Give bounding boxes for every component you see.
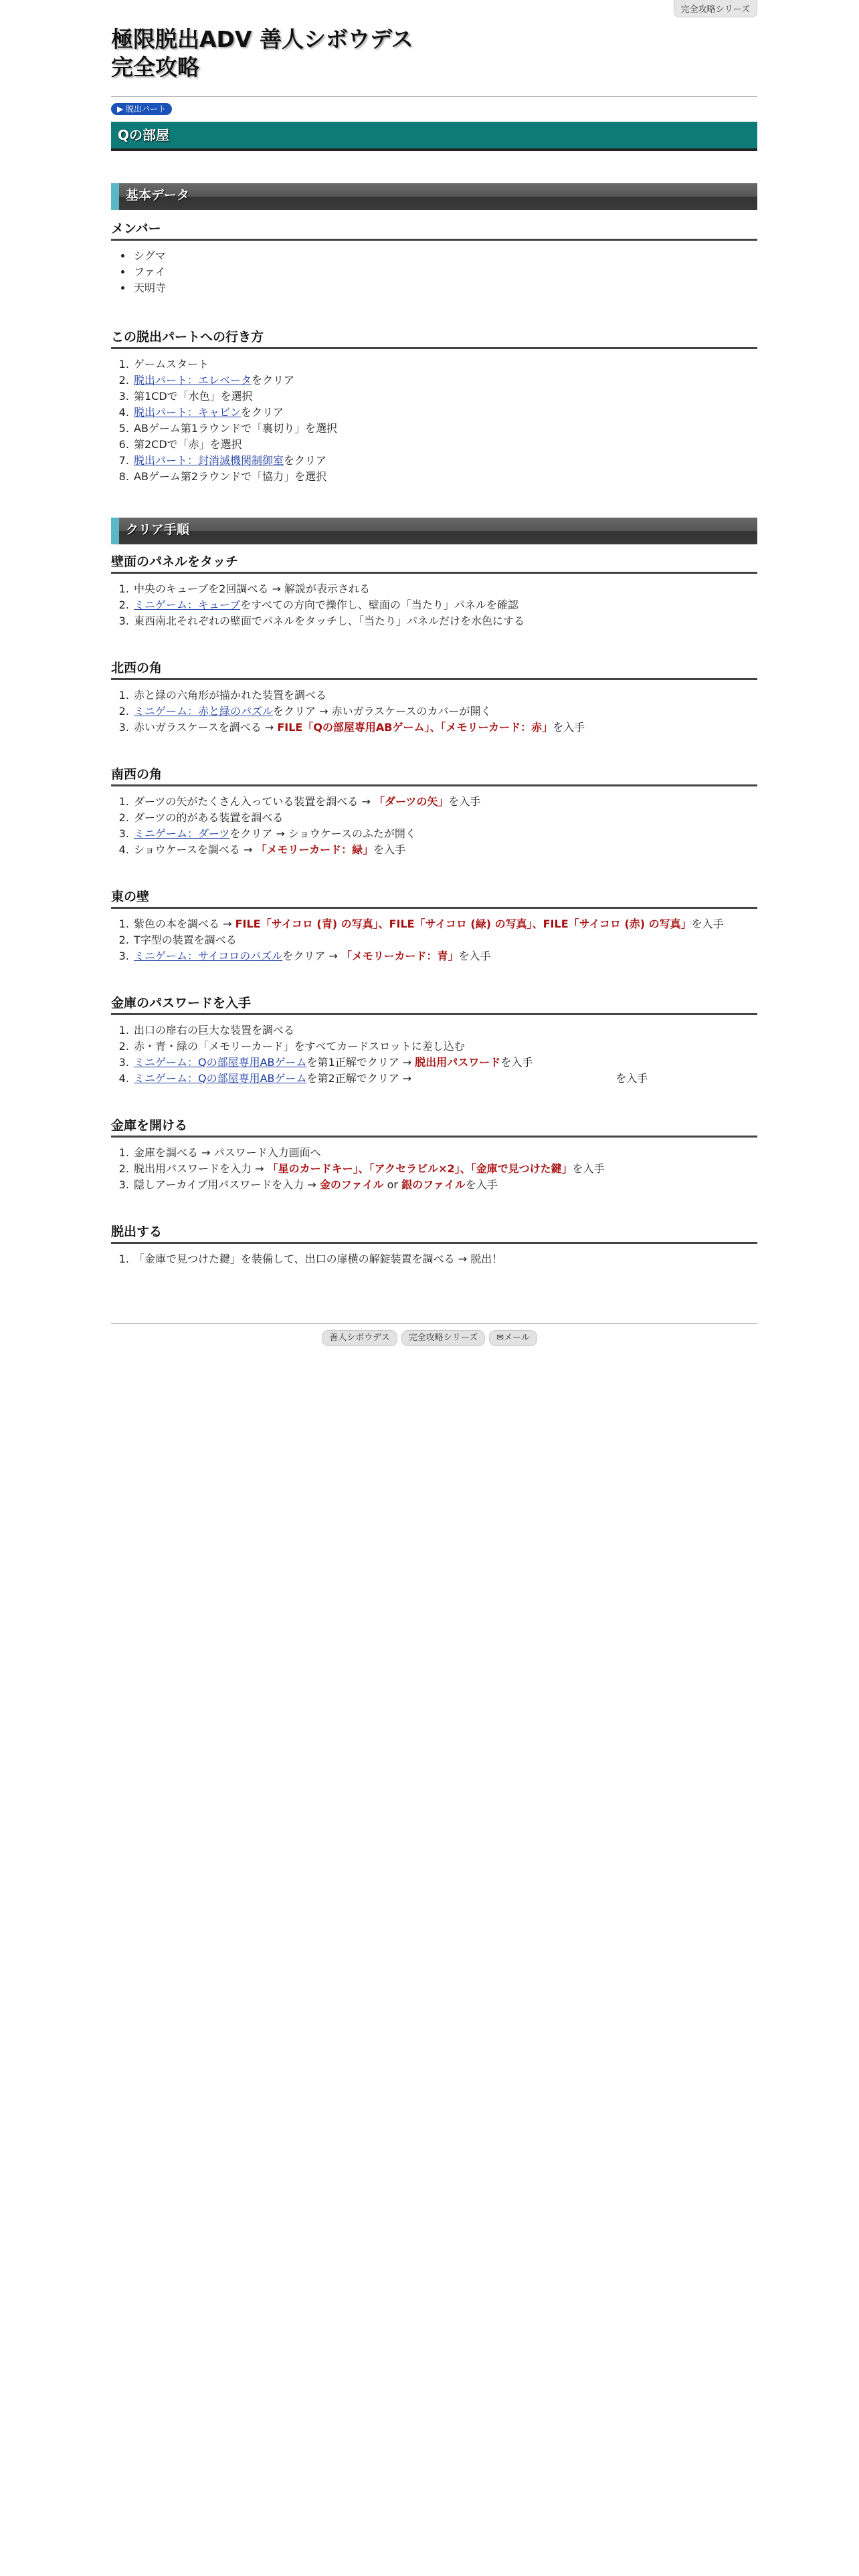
step-list-open-safe	[111, 1145, 779, 1193]
footer-divider	[111, 1323, 757, 1324]
step-heading-east: 東の壁	[111, 889, 757, 909]
member-item: • 天明寺	[132, 280, 779, 296]
step-heading-safe-password: 金庫のパスワードを入手	[111, 995, 757, 1015]
step-item: 1. 赤と緑の六角形が描かれた装置を調べる	[132, 687, 779, 704]
step-item: 1. 出口の扉右の巨大な装置を調べる	[132, 1023, 779, 1039]
step-item: 4. ショウケースを調べる → 「メモリーカード：緑」を入手	[132, 842, 779, 858]
step-heading-southwest: 南西の角	[111, 766, 757, 786]
route-item: 6. 第2CDで「赤」を選択	[132, 437, 779, 453]
members-list	[111, 248, 779, 296]
step-item: 2. ミニゲーム：赤と緑のパズルをクリア → 赤いガラスケースのカバーが開く	[132, 704, 779, 720]
step-heading-open-safe: 金庫を開ける	[111, 1117, 757, 1138]
route-heading: この脱出パートへの行き方	[111, 329, 757, 349]
series-link-top[interactable]: 完全攻略シリーズ	[674, 0, 757, 17]
link-elevator[interactable]: 脱出パート：エレベータ	[134, 374, 252, 387]
step-item: 1. 金庫を調べる → パスワード入力画面へ	[132, 1145, 779, 1161]
footer-link-game[interactable]: 善人シボウデス	[322, 1330, 397, 1346]
step-item: 3. 隠しアーカイブ用パスワードを入力 → 金のファイル or 銀のファイルを入手	[132, 1177, 779, 1193]
step-list-southwest	[111, 794, 779, 858]
site-title-line2: 完全攻略	[111, 54, 199, 80]
route-item: 1. ゲームスタート	[132, 356, 779, 372]
step-item: 2. ダーツの的がある装置を調べる	[132, 810, 779, 826]
link-minigame-darts[interactable]: ミニゲーム：ダーツ	[134, 827, 230, 840]
route-item: 7. 脱出パート：封消滅機関制御室をクリア	[132, 453, 779, 469]
step-item: 3. 東西南北それぞれの壁面でパネルをタッチし、「当たり」パネルだけを水色にする	[132, 613, 779, 629]
step-item: 3. ミニゲーム：ダーツをクリア → ショウケースのふたが開く	[132, 826, 779, 842]
step-item: 2. 赤・青・緑の「メモリーカード」をすべてカードスロットに差し込む	[132, 1039, 779, 1055]
route-item: 3. 第1CDで「水色」を選択	[132, 389, 779, 405]
route-item: 5. ABゲーム第1ラウンドで「裏切り」を選択	[132, 421, 779, 437]
step-list-east	[111, 916, 779, 964]
footer-link-mail[interactable]: ✉メール	[489, 1330, 537, 1346]
step-list-panel	[111, 581, 779, 629]
site-title-line1: 極限脱出ADV 善人シボウデス	[111, 26, 413, 52]
breadcrumb-escape-part[interactable]: ▶ 脱出パート	[111, 103, 172, 115]
step-heading-northwest: 北西の角	[111, 660, 757, 680]
step-list-escape	[111, 1251, 779, 1267]
step-heading-escape: 脱出する	[111, 1224, 757, 1244]
section-bar-clear: クリア手順	[111, 518, 757, 544]
step-item: 1. 紫色の本を調べる → FILE「サイコロ (青) の写真」、FILE「サイコロ (緑) の写真」、FILE「サイコロ (赤) の写真」を入手	[132, 916, 779, 932]
footer-link-series[interactable]: 完全攻略シリーズ	[401, 1330, 485, 1346]
link-minigame-dice[interactable]: ミニゲーム：サイコロのパズル	[134, 950, 283, 962]
step-item: 3. ミニゲーム：サイコロのパズルをクリア → 「メモリーカード：青」を入手	[132, 948, 779, 964]
link-cabin[interactable]: 脱出パート：キャビン	[134, 406, 242, 419]
route-item: 4. 脱出パート：キャビンをクリア	[132, 405, 779, 421]
members-heading: メンバー	[111, 221, 757, 241]
page-title: Qの部屋	[111, 122, 757, 151]
step-item: 3. 赤いガラスケースを調べる → FILE「Qの部屋専用ABゲーム」、「メモリーカード：赤」を入手	[132, 720, 779, 736]
link-minigame-ab-game-1[interactable]: ミニゲーム：Qの部屋専用ABゲーム	[134, 1056, 307, 1069]
link-minigame-red-green[interactable]: ミニゲーム：赤と緑のパズル	[134, 705, 274, 718]
title-divider	[111, 96, 757, 97]
step-list-northwest	[111, 687, 779, 736]
footer-nav	[0, 1330, 859, 1346]
member-item: • ファイ	[132, 264, 779, 280]
site-title[interactable]	[111, 25, 413, 82]
step-item: 3. ミニゲーム：Qの部屋専用ABゲームを第1正解でクリア → 脱出用パスワードを入手	[132, 1055, 779, 1071]
route-list	[111, 356, 779, 485]
link-control-room[interactable]: 脱出パート：封消滅機関制御室	[134, 454, 284, 467]
step-item: 2. ミニゲーム：キューブをすべての方向で操作し、壁面の「当たり」パネルを確認	[132, 597, 779, 613]
step-item: 2. T字型の装置を調べる	[132, 932, 779, 948]
route-item: 8. ABゲーム第2ラウンドで「協力」を選択	[132, 469, 779, 485]
route-item: 2. 脱出パート：エレベータをクリア	[132, 372, 779, 389]
member-item: • シグマ	[132, 248, 779, 264]
step-item: 1. ダーツの矢がたくさん入っている装置を調べる → 「ダーツの矢」を入手	[132, 794, 779, 810]
link-minigame-ab-game-2[interactable]: ミニゲーム：Qの部屋専用ABゲーム	[134, 1072, 307, 1085]
step-item: 4. ミニゲーム：Qの部屋専用ABゲームを第2正解でクリア → を入手	[132, 1071, 779, 1087]
step-item: 1. 中央のキューブを2回調べる → 解説が表示される	[132, 581, 779, 597]
step-item: 1. 「金庫で見つけた鍵」を装備して、出口の扉横の解錠装置を調べる → 脱出！	[132, 1251, 779, 1267]
step-heading-panel: 壁面のパネルをタッチ	[111, 554, 757, 574]
section-bar-basic: 基本データ	[111, 183, 757, 210]
step-list-safe-password	[111, 1023, 779, 1087]
step-item: 2. 脱出用パスワードを入力 → 「星のカードキー」、「アクセラビル×2」、「金庫で見つけた鍵」を入手	[132, 1161, 779, 1177]
link-minigame-cube[interactable]: ミニゲーム：キューブ	[134, 599, 241, 611]
